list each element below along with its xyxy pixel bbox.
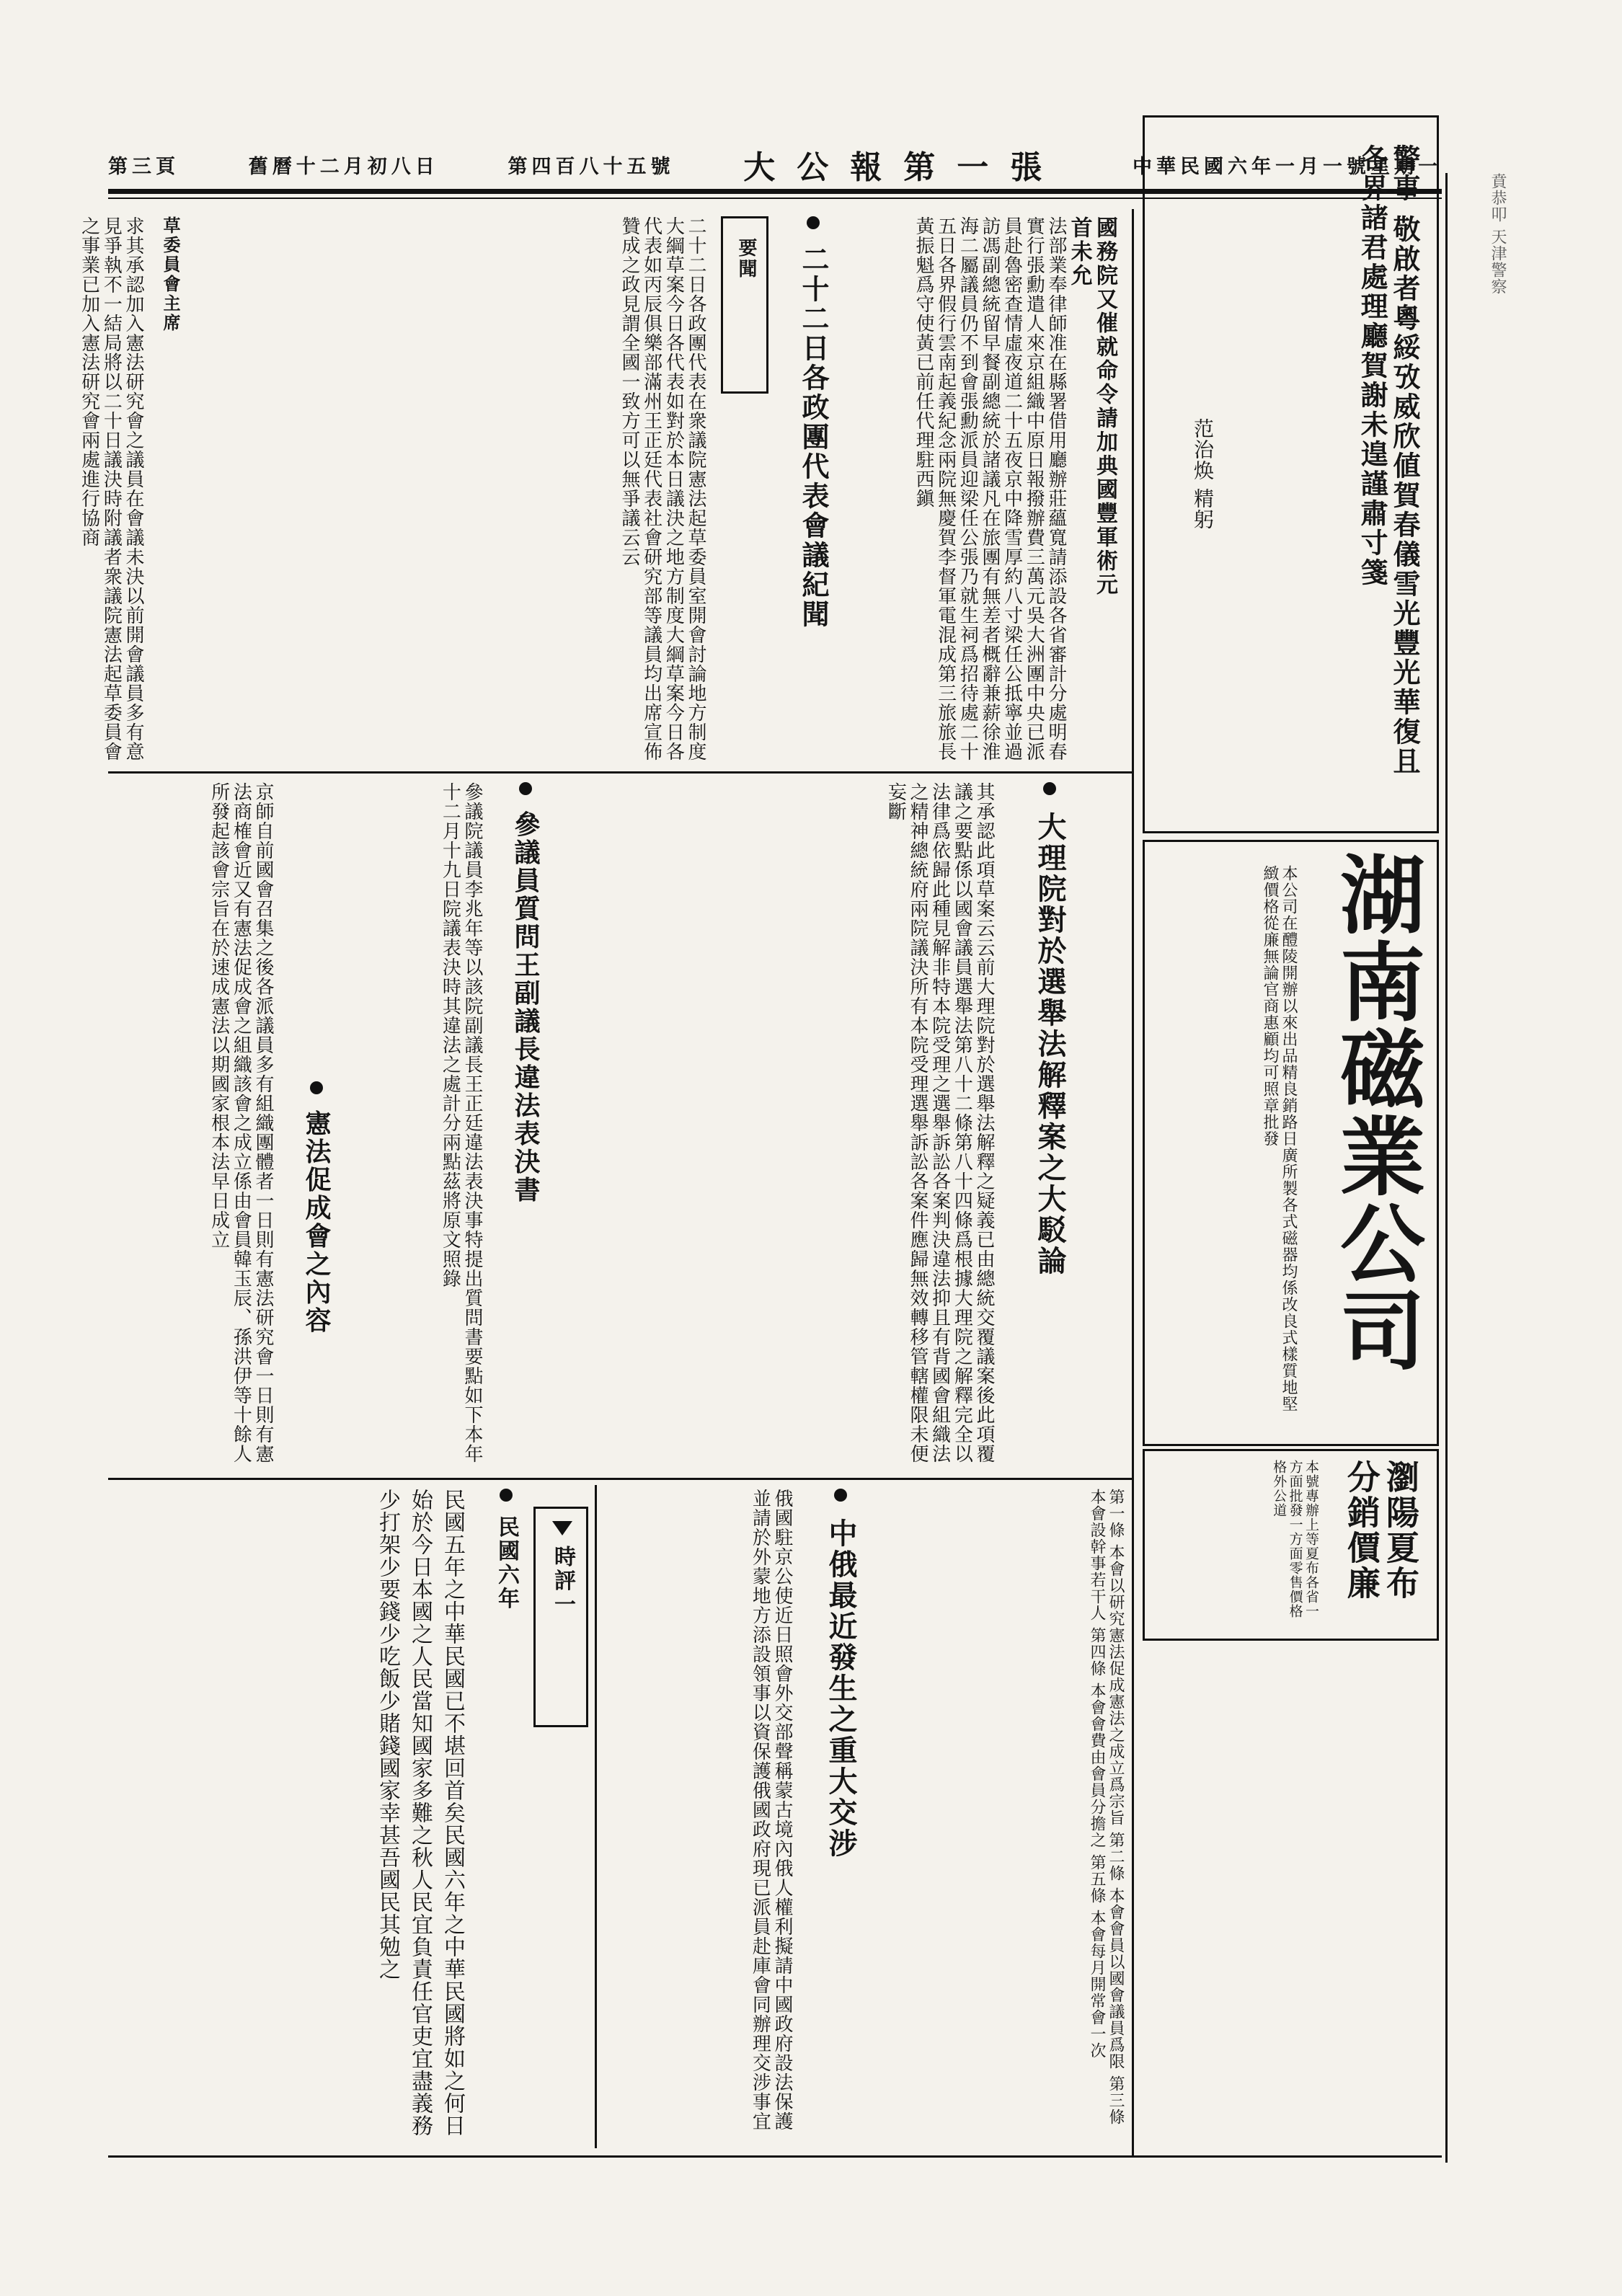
edge-side-label: 賁恭叩 天津警察 — [1489, 173, 1507, 295]
news-item-3-headline: 草委員會主席 — [160, 216, 181, 333]
editorial-sub-2-text: 憲法促成會之內容 — [301, 1109, 332, 1335]
news-item-2-headline-text: 二十二日各政團代表會議紀聞 — [797, 245, 830, 630]
news-item-1-body: 法部業奉律師准在縣署借用廳辦莊蘊寬請添設各省審計分處明春實行張勳遣人來京組織中原日報撥辦費三萬元吳大洲團中央已派員赴魯密查情虛夜道二十五夜京中降雪厚約八寸梁任公抵寧並過訪馮副總統留早餐副總統於諸議凡在旅團有無差者概辭兼薪徐淮海二屬議員仍不到會張勳派員迎梁任公張乃就生祠爲招待處二十五日各界假行雲南起義紀念兩院無慶賀李督軍電混成第三旅旅長黃振魁爲守使黃已前任代理駐西鎭 — [912, 216, 1067, 761]
commentary-section-title — [476, 1489, 519, 1777]
police-notice-text: 警事 敬啟者粵綏攷威欣値賀春儀雪光豐光華復且各界諸君處理廳賀謝未遑謹肅寸箋 — [1356, 144, 1421, 777]
editorial-sub-1-headline — [490, 782, 541, 1467]
editorial-headline-text: 大理院對於選舉法解釋案之大駁論 — [1033, 811, 1067, 1277]
editorial-sub-1-body: 參議院議員李兆年等以該院副議長王正廷違法表決事特提出質問書要點如下本年十二月十九日院議表決時其違法之處計分兩點茲將原文照錄 — [439, 782, 483, 1463]
sino-russian-body: 俄國駐京公使近日照會外交部聲稱蒙古境內俄人權利擬請中國政府設法保護並請於外蒙地方添設領事以資保護俄國政府現已派員赴庫會同辦理交涉事宜 — [749, 1489, 793, 2131]
editorial-headline — [1009, 782, 1067, 1467]
column-divider-bottom — [595, 1485, 597, 2148]
page-number: 第三頁 — [108, 155, 180, 178]
newspaper-title: 大公報第一張 — [743, 149, 1064, 186]
editorial-lead — [1074, 782, 1125, 1467]
bullet-icon — [807, 216, 820, 229]
sino-russian-headline-text: 中俄最近發生之重大交涉 — [824, 1517, 858, 1859]
commentary-section-text: 民國六年 — [494, 1515, 519, 1611]
charter-rules: 第一條 本會以研究憲法促成憲法之成立爲宗旨 第二條 本會會員以國會議員爲限 第三條 本會設幹事若干人 第四條 本會會費由會員分擔之 第五條 本會每月開常會一次 — [1088, 1489, 1125, 2125]
news-item-1-headline: 國務院又催就命令請加典國豐軍術元首未允 — [1066, 216, 1117, 597]
commentary-label-text: 時評一 — [550, 1545, 575, 1617]
section-rule-2 — [108, 1478, 1132, 1480]
commentary-label — [542, 1521, 575, 1708]
bullet-icon — [500, 1489, 513, 1502]
column-label: 要聞 — [735, 238, 757, 280]
column-divider-right — [1132, 209, 1134, 2155]
editorial-sub-2-headline — [281, 1081, 332, 1463]
silk-ad-title: 瀏陽夏布 分銷價廉 — [1342, 1460, 1420, 1601]
police-notice-signers: 范治焕 精躬 — [1191, 418, 1215, 530]
editorial-sub-2-body: 京師自前國會召集之後各派議員多有組織團體者一日則有憲法研究會一日則有憲法商榷會近又有憲法促成會之組織該會之成立係由會員韓玉辰、孫洪伊等十餘人所發起該會宗旨在於速成憲法以期國家根本法早日成立 — [208, 782, 274, 1463]
sino-russian-headline — [800, 1489, 858, 2145]
edge-divider — [1445, 173, 1448, 2163]
bullet-icon — [1043, 782, 1056, 795]
page-bottom-rule — [108, 2155, 1442, 2158]
pottery-ad-body: 本公司在醴陵開辦以來出品精良銷路日廣所製各式磁器均係改良式樣質地堅緻價格從廉無論官商惠顧均可照章批發 — [1261, 865, 1298, 1412]
news-item-2-body: 二十二日各政團代表在衆議院憲法起草委員室開會討論地方制度大綱草案今日各代表如對於本日議決之地方制度大綱草案今日各代表如丙辰俱樂部滿州王正廷代表社會研究部等議員均出席宣佈贊成之政見謂全國一致方可以無爭議云云 — [618, 216, 706, 761]
issue-number: 第四百八十五號 — [508, 155, 675, 178]
gregorian-date: 中華民國六年一月一號星期一 — [1133, 155, 1442, 178]
commentary-body: 民國五年之中華民國已不堪回首矣民國六年之中華民國將如之何日始於今日本國之人民當知國家多難之秋人民宜負責任官吏宜盡義務少打架少要錢少吃飯少賭錢國家幸甚吾國民其勉之 — [375, 1489, 465, 2137]
editorial-body: 其承認此項草案云云前大理院對於選舉法解釋之疑義已由總統交覆議案後此項覆議之要點係以國會議員選舉法第八十二條第八十四條爲根據大理院之解釋完全以法律爲依歸此種見解非特本院受理之選舉訴訟各案判決違法抑且有背國會組織法之精神總統府兩院議決所有本院受理選舉訴訟各案件應歸無效轉移管轄權限未便妄斷 — [885, 782, 995, 1463]
bullet-icon — [310, 1081, 323, 1094]
pottery-ad-title: 湖南磁業公司 — [1326, 851, 1426, 1374]
news-item-2-headline — [779, 216, 829, 764]
editorial-sub-1-text: 參議員質問王副議長違法表決書 — [510, 810, 541, 1205]
silk-ad-body: 本號專辦上等夏布各省一方面批發一方面零售價格格外公道 — [1271, 1460, 1319, 1618]
triangle-icon — [552, 1521, 572, 1535]
lunar-date: 舊曆十二月初八日 — [248, 155, 439, 178]
news-item-3-body: 求其承認加入憲法研究會之議員在會議未決以前開會議員多有意見爭執不一結局將以二十日議決時附議者衆議院憲法起草委員會之事業已加入憲法研究會兩處進行協商 — [78, 216, 144, 761]
section-rule-1 — [108, 771, 1132, 774]
bullet-icon — [834, 1489, 847, 1502]
bullet-icon — [519, 782, 532, 795]
